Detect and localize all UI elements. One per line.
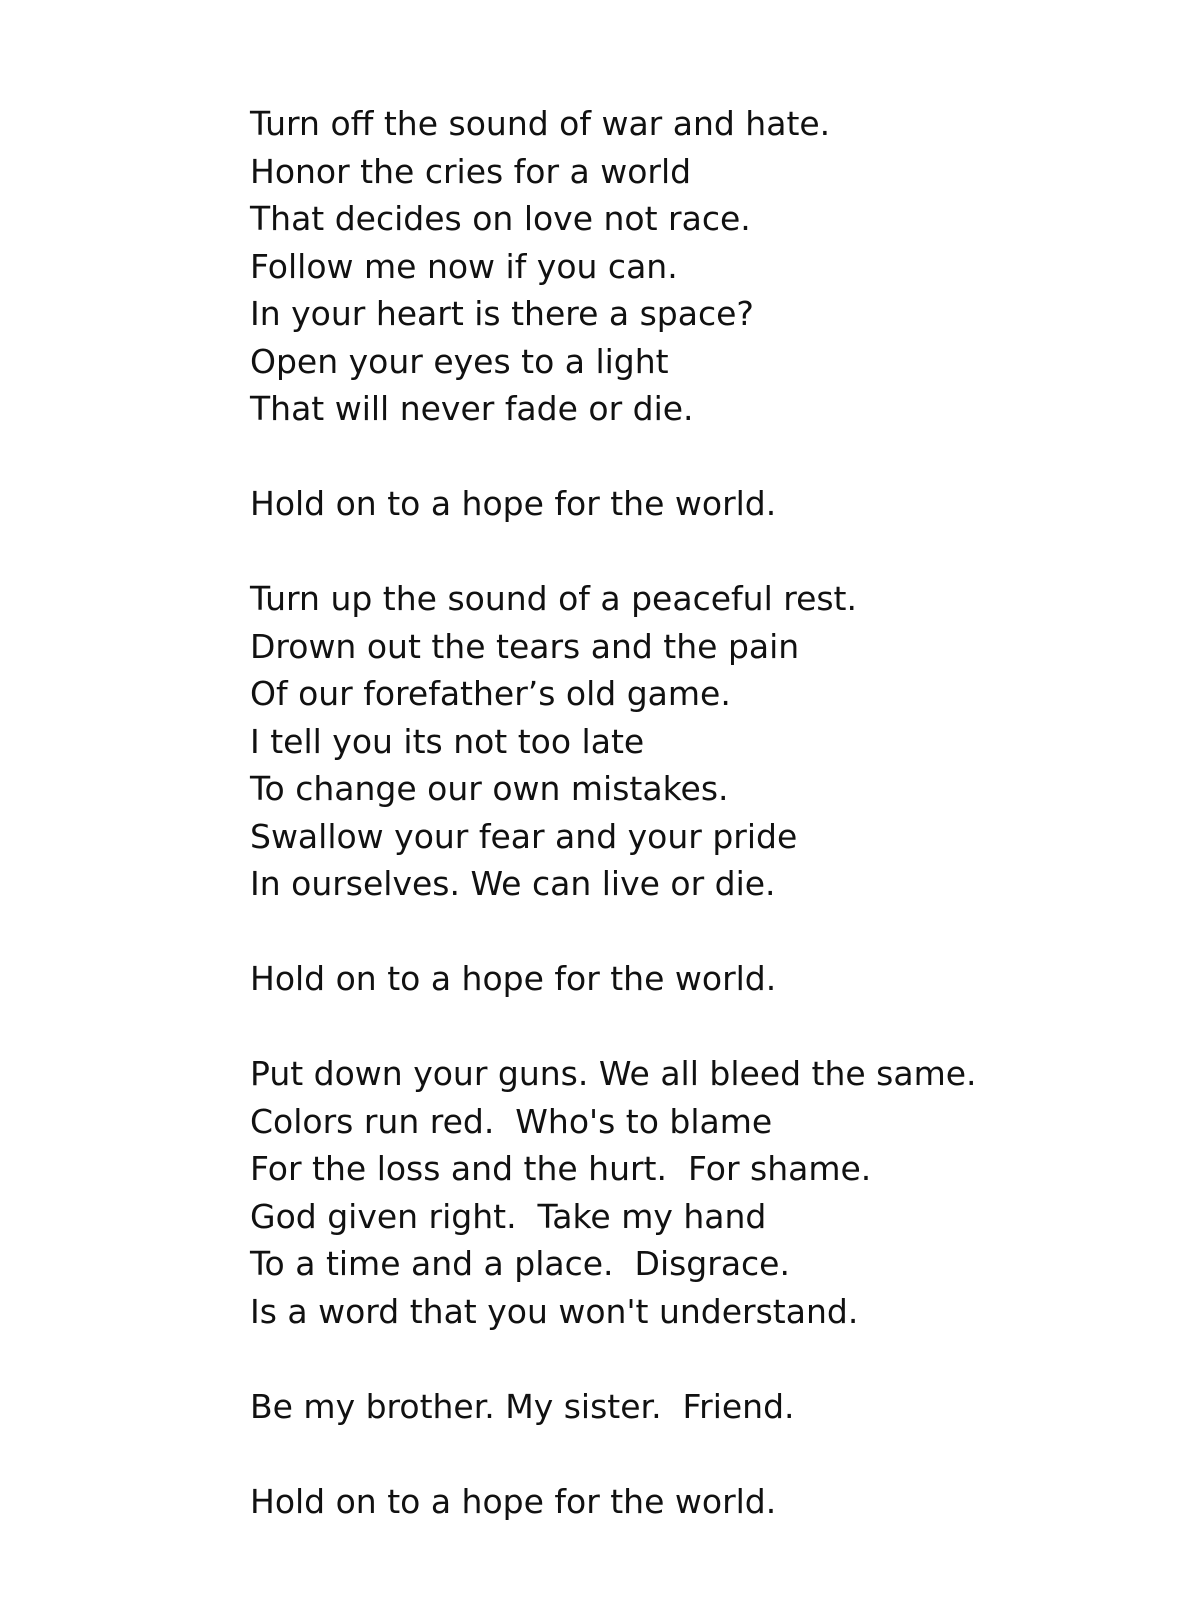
refrain <box>250 480 1170 528</box>
poem-line: Is a word that you won't understand. <box>250 1291 859 1331</box>
poem-line: In your heart is there a space? <box>250 294 754 333</box>
refrain <box>250 1478 1170 1526</box>
poem-line: Turn up the sound of a peaceful rest. <box>250 579 857 618</box>
poem-line: Hold on to a hope for the world. <box>250 484 777 523</box>
poem-line: I tell you its not too late <box>250 721 645 761</box>
poem-line: That decides on love not race. <box>250 199 751 238</box>
poem-line: Of our forefather’s old game. <box>250 674 731 713</box>
poem-line: Hold on to a hope for the world. <box>250 959 777 998</box>
poem-line: God given right. Take my hand <box>250 1196 767 1236</box>
stanza <box>250 100 1170 433</box>
poem-line: To a time and a place. Disgrace. <box>250 1244 790 1283</box>
poem-line: In ourselves. We can live or die. <box>250 864 776 903</box>
poem-line: Colors run red. Who's to blame <box>250 1101 773 1141</box>
poem-line: Follow me now if you can. <box>250 246 678 286</box>
stanza <box>250 575 1170 908</box>
poem-line: Drown out the tears and the pain <box>250 626 800 666</box>
poem-line: That will never fade or die. <box>250 389 694 428</box>
poem-body <box>250 100 1170 1525</box>
poem-line: Hold on to a hope for the world. <box>250 1481 777 1521</box>
poem-line: For the loss and the hurt. For shame. <box>250 1149 872 1188</box>
stanza <box>250 1050 1170 1335</box>
refrain <box>250 955 1170 1003</box>
poem-line: Turn off the sound of war and hate. <box>250 104 831 143</box>
poem-line: To change our own mistakes. <box>250 769 729 808</box>
stanza <box>250 1383 1170 1431</box>
poem-line: Swallow your fear and your pride <box>250 816 798 856</box>
poem-line: Be my brother. My sister. Friend. <box>250 1386 795 1426</box>
poem-line: Put down your guns. We all bleed the same. <box>250 1054 977 1093</box>
poem-line: Honor the cries for a world <box>250 151 692 191</box>
poem-line: Open your eyes to a light <box>250 341 669 381</box>
